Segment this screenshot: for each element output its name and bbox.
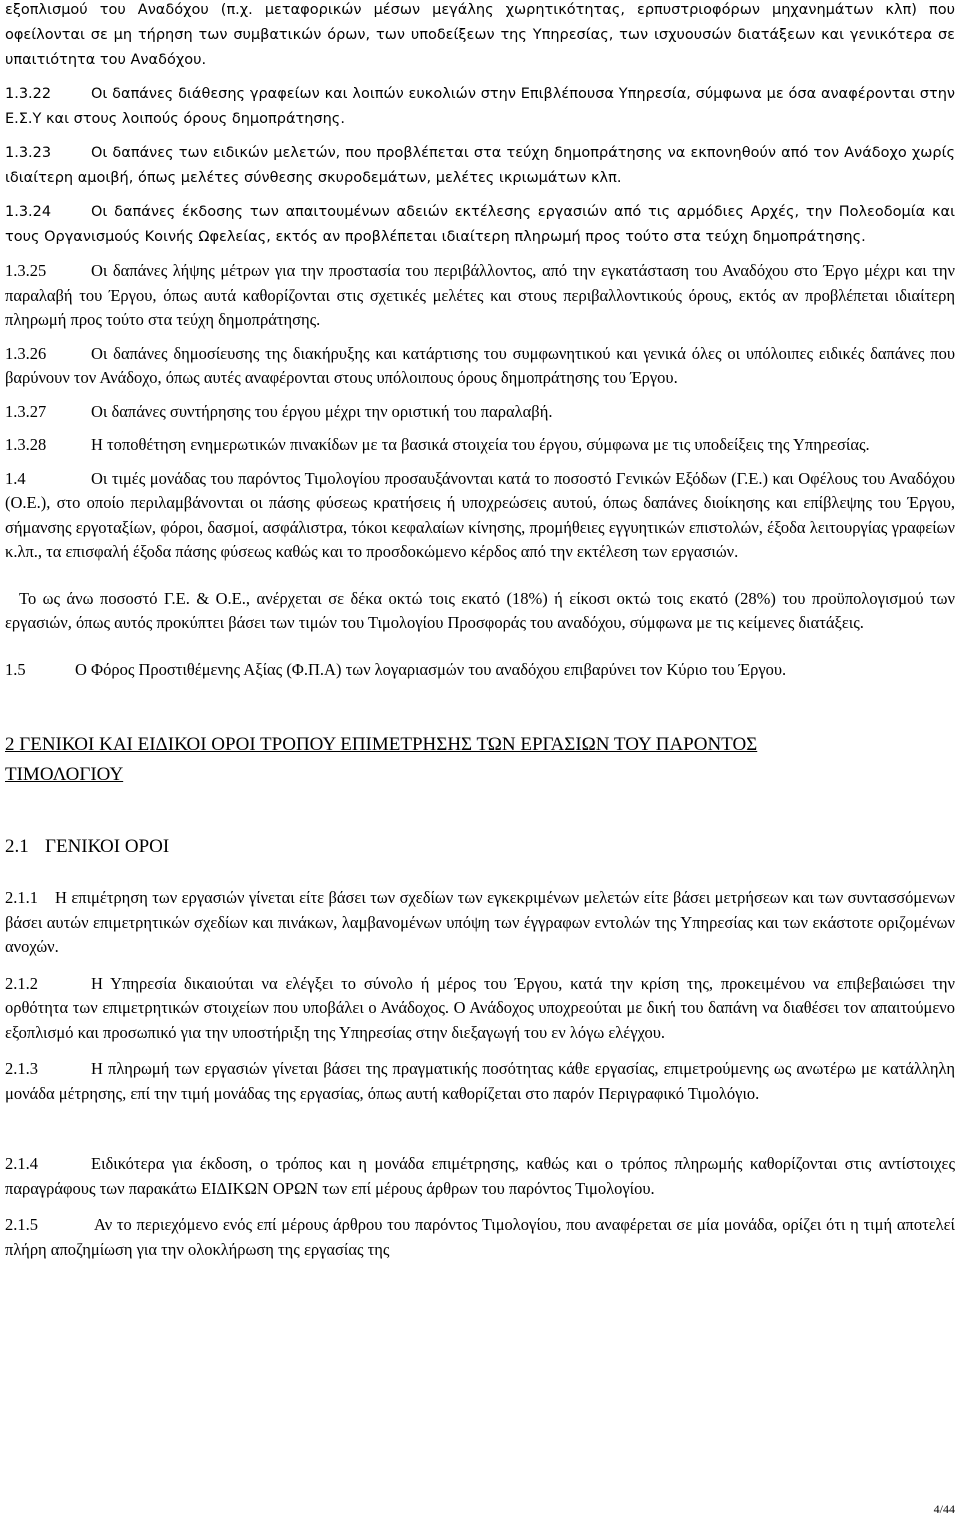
paragraph-text: Η επιμέτρηση των εργασιών γίνεται είτε βάσει των σχεδίων των εγκεκριμένων μελετών είτε βάσει μετρήσεων και των συντασσόμενων βάσει αυτών επιμετρητικών σχεδίων και πινάκων, λαμβανομένων υπόψη των έγγραφων εντολών της Υπηρεσίας και των εκάστοτε οριζομένων ανοχών. xyxy=(5,888,955,956)
paragraph-text: Οι δαπάνες έκδοσης των απαιτουμένων αδειών εκτέλεσης εργασιών από τις αρμόδιες Αρχές, την Πολεοδομία και τους Οργανισμούς Κοινής Ωφελείας, εκτός αν προβλέπεται ιδιαίτερη πληρωμή προς τούτο στα τεύχη δημοπράτησης. xyxy=(5,204,955,245)
paragraph-number: 1.3.26 xyxy=(5,343,47,363)
paragraph-continuation xyxy=(5,0,955,73)
page-number: 4/44 xyxy=(933,1502,955,1516)
paragraph-1-3-26 xyxy=(5,342,955,391)
paragraph-text: Οι δαπάνες των ειδικών μελετών, που προβλέπεται στα τεύχη δημοπράτησης να εκπονηθούν από τον Ανάδοχο χωρίς ιδιαίτερη αμοιβή, όπως μελέτες σύνθεσης σκυροδεμάτων, μελέτες ικριωμάτων κλπ. xyxy=(5,145,955,186)
paragraph-2-1-4 xyxy=(5,1152,955,1201)
paragraph-number: 1.3.25 xyxy=(5,261,47,280)
paragraph-text: Η Υπηρεσία δικαιούται να ελέγξει το σύνολο ή μέρος του Έργου, κατά την κρίση της, προκειμένου να επιβεβαιώσει την ορθότητα των επιμετρητικών στοιχείων που υποβάλει ο Ανάδοχος. Ο Ανάδοχος υποχρεούται με δική του δαπάνη να διαθέσει τον απαιτούμενο εξοπλισμό και προσωπικό για την υποστήριξη της Υπηρεσίας στην διεξαγωγή του εν λόγω ελέγχου. xyxy=(5,973,955,1042)
paragraph-text: εξοπλισμού του Αναδόχου (π.χ. μεταφορικών μέσων μεγάλης χωρητικότητας, ερπυστριοφόρων μηχανημάτων κλπ) που οφείλονται σε μη τήρηση των συμβατικών όρων, των υποδείξεων της Υπηρεσίας, των ισχυουσών διατάξεων και γενικότερα σε υπαιτιότητα του Αναδόχου. xyxy=(5,2,955,68)
paragraph-number: 1.3.24 xyxy=(5,204,52,220)
paragraph-number: 2.1.4 xyxy=(5,1154,38,1173)
paragraph-text: Οι τιμές μονάδας του παρόντος Τιμολογίου προσαυξάνονται κατά το ποσοστό Γενικών Εξόδων (Γ.Ε.) και Οφέλους του Αναδόχου (Ο.Ε.), στο οποίο περιλαμβάνονται οι πάσης φύσεως κρατήσεις ή υποχρεώσεις αυτού, όπως δαπάνες διοίκησης και επίβλεψης του Έργου, σήμανσης εργοταξίων, φόροι, δασμοί, ασφάλιστρα, τόκοι κεφαλαίων κίνησης, προμήθειες εγγυητικών επιστολών, έξοδα λειτουργίας γραφείων κ.λπ., τα επισφαλή έξοδα πάσης φύσεως καθώς και το προσδοκώμενο κέρδος από την εκτέλεση των εργασιών. xyxy=(5,468,955,561)
paragraph-number: 1.3.23 xyxy=(5,145,52,161)
paragraph-text: Οι δαπάνες δημοσίευσης της διακήρυξης και κατάρτισης του συμφωνητικού και γενικά όλες οι υπόλοιπες ειδικές δαπάνες που βαρύνουν τον Ανάδοχο, όπως αυτές αναφέρονται στους υπόλοιπους όρους δημοπράτησης του Έργου. xyxy=(5,343,955,387)
section-heading xyxy=(5,730,865,790)
paragraph-number: 1.4 xyxy=(5,468,26,488)
paragraph-1-3-28 xyxy=(5,433,955,458)
paragraph-2-1-3 xyxy=(5,1057,955,1106)
paragraph-1-3-22 xyxy=(5,82,955,132)
paragraph-1-5 xyxy=(5,658,955,683)
paragraph-1-3-27 xyxy=(5,400,955,425)
paragraph-text: Η τοποθέτηση ενημερωτικών πινακίδων με τα βασικά στοιχεία του έργου, σύμφωνα με τις υποδείξεις της Υπηρεσίας. xyxy=(91,435,870,454)
paragraph-1-4 xyxy=(5,467,955,565)
paragraph-text: Η πληρωμή των εργασιών γίνεται βάσει της πραγματικής ποσότητας κάθε εργασίας, επιμετρούμενης ως ανωτέρω με κατάλληλη μονάδα μέτρησης, επί την τιμή μονάδας της εργασίας, όπως αυτή καθορίζεται στο παρόν Περιγραφικό Τιμολόγιο. xyxy=(5,1059,955,1103)
paragraph-text: Οι δαπάνες συντήρησης του έργου μέχρι την οριστική του παραλαβή. xyxy=(91,401,553,421)
subsection-heading-text: ΓΕΝΙΚΟΙ ΟΡΟΙ xyxy=(45,836,170,857)
paragraph-text: Οι δαπάνες διάθεσης γραφείων και λοιπών ευκολιών στην Επιβλέπουσα Υπηρεσία, σύμφωνα με όσα αναφέρονται στην Ε.Σ.Υ και στους λοιπούς όρους δημοπράτησης. xyxy=(5,86,955,127)
section-heading-text: 2 ΓΕΝΙΚΟΙ ΚΑΙ ΕΙΔΙΚΟΙ ΟΡΟΙ ΤΡΟΠΟΥ ΕΠΙΜΕΤΡΗΣΗΣ ΤΩΝ ΕΡΓΑΣΙΩΝ ΤΟΥ ΠΑΡΟΝΤΟΣ ΤΙΜΟΛΟΓΙΟΥ xyxy=(5,734,758,785)
paragraph-2-1-2 xyxy=(5,972,955,1046)
paragraph-number: 1.3.27 xyxy=(5,401,47,421)
paragraph-number: 2.1.1 xyxy=(5,888,38,907)
paragraph-1-3-25 xyxy=(5,259,955,333)
paragraph-percentage xyxy=(5,587,955,636)
subsection-number: 2.1 xyxy=(5,836,29,857)
paragraph-text: Ο Φόρος Προστιθέμενης Αξίας (Φ.Π.Α) των λογαριασμών του αναδόχου επιβαρύνει τον Κύριο του Έργου. xyxy=(75,659,787,679)
paragraph-number: 2.1.5 xyxy=(5,1215,38,1234)
subsection-heading xyxy=(5,832,955,862)
paragraph-text: Ειδικότερα για έκδοση, ο τρόπος και η μονάδα επιμέτρησης, καθώς και ο τρόπος πληρωμής καθορίζονται στις αντίστοιχες παραγράφους των παρακάτω ΕΙΔΙΚΩΝ ΟΡΩΝ των επί μέρους άρθρων του παρόντος Τιμολογίου. xyxy=(5,1154,955,1198)
paragraph-text: Αν το περιεχόμενο ενός επί μέρους άρθρου του παρόντος Τιμολογίου, που αναφέρεται σε μία μονάδα, ορίζει ότι η τιμή αποτελεί πλήρη αποζημίωση για την ολοκλήρωση της εργασίας της xyxy=(5,1215,955,1259)
document-page xyxy=(5,0,955,1262)
paragraph-number: 1.5 xyxy=(5,659,26,679)
paragraph-number: 2.1.3 xyxy=(5,1059,38,1078)
paragraph-2-1-5 xyxy=(5,1213,955,1262)
paragraph-number: 2.1.2 xyxy=(5,973,38,993)
paragraph-text: Το ως άνω ποσοστό Γ.Ε. & Ο.Ε., ανέρχεται σε δέκα οκτώ τοις εκατό (18%) ή είκοσι οκτώ τοις εκατό (28%) του προϋπολογισμού των εργασιών, όπως αυτός προκύπτει βάσει των τιμών του Τιμολογίου Προσφοράς του αναδόχου, σύμφωνα με τις κείμενες διατάξεις. xyxy=(5,588,955,632)
paragraph-2-1-1 xyxy=(5,886,955,960)
paragraph-1-3-24 xyxy=(5,200,955,250)
paragraph-text: Οι δαπάνες λήψης μέτρων για την προστασία του περιβάλλοντος, από την εγκατάσταση του Αναδόχου στο Έργο μέχρι και την παραλαβή του Έργου, όπως αυτά καθορίζονται στις σχετικές μελέτες και στους περιβαλλοντικούς όρους, εκτός αν προβλέπεται ιδιαίτερη πληρωμή προς τούτο στα τεύχη δημοπράτησης. xyxy=(5,261,955,329)
paragraph-number: 1.3.22 xyxy=(5,86,52,102)
paragraph-1-3-23 xyxy=(5,141,955,191)
paragraph-number: 1.3.28 xyxy=(5,435,47,454)
